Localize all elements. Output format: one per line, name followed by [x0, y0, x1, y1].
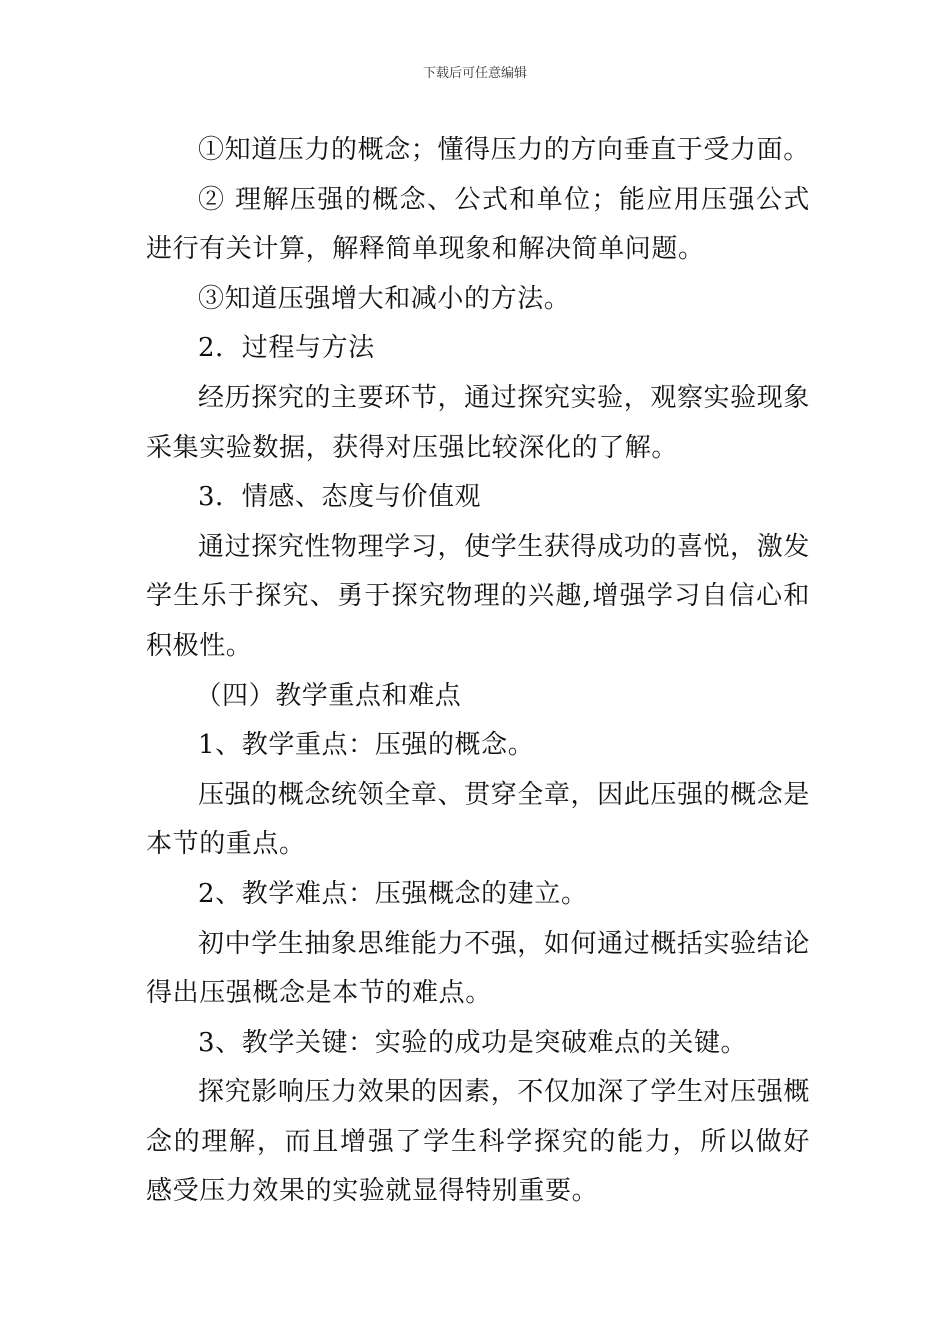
difficult-point-heading: 2、教学难点：压强概念的建立。 — [198, 878, 588, 909]
page-header-note: 下载后可任意编辑 — [422, 66, 527, 81]
process-method-text: 经历探究的主要环节，通过探究实验，观察实验现象采集实验数据，获得对压强比较深化的了解。 — [146, 382, 810, 463]
objective-item-2: ② 理解压强的概念、公式和单位；能应用压强公式进行有关计算，解释简单现象和解决简单问题。 — [146, 184, 810, 265]
teaching-key-text: 探究影响压力效果的因素，不仅加深了学生对压强概念的理解，而且增强了学生科学探究的能力，所以做好感受压力效果的实验就显得特别重要。 — [146, 1077, 810, 1207]
teaching-key-heading: 3、教学关键：实验的成功是突破难点的关键。 — [198, 1027, 748, 1058]
document-body — [146, 126, 810, 1217]
section-heading-process-method: 2．过程与方法 — [198, 333, 375, 364]
objective-item-1: ①知道压力的概念；懂得压力的方向垂直于受力面。 — [198, 135, 810, 165]
difficult-point-text: 初中学生抽象思维能力不强，如何通过概括实验结论得出压强概念是本节的难点。 — [146, 928, 810, 1009]
section-heading-key-difficult-points: （四）教学重点和难点 — [195, 680, 462, 711]
key-point-text: 压强的概念统领全章、贯穿全章，因此压强的概念是本节的重点。 — [146, 779, 810, 860]
section-heading-emotion-values: 3．情感、态度与价值观 — [198, 482, 482, 513]
emotion-values-text: 通过探究性物理学习，使学生获得成功的喜悦，激发学生乐于探究、勇于探究物理的兴趣,增强学习自信心和积极性。 — [146, 531, 810, 661]
key-point-heading: 1、教学重点：压强的概念。 — [198, 730, 535, 761]
objective-item-3: ③知道压强增大和减小的方法。 — [198, 283, 571, 314]
